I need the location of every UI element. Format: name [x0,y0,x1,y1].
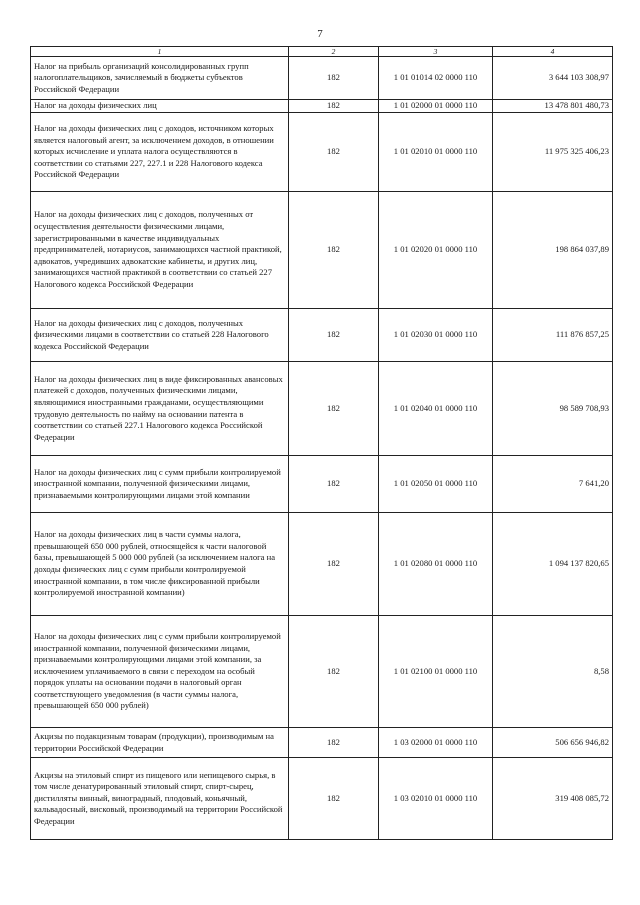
admin-code: 182 [289,57,379,100]
admin-code: 182 [289,513,379,616]
budget-code: 1 01 02030 01 0000 110 [379,309,493,362]
amount: 1 094 137 820,65 [493,513,613,616]
table-row [31,57,613,100]
admin-code: 182 [289,113,379,192]
revenue-name: Налог на доходы физических лиц с сумм прибыли контролируемой иностранной компании, полученной физическими лицами, признаваемыми контролирующими лицами этой компании [31,456,289,513]
amount: 8,58 [493,616,613,728]
admin-code: 182 [289,456,379,513]
table-row [31,728,613,758]
revenue-name: Налог на доходы физических лиц [31,100,289,113]
budget-code: 1 01 02010 01 0000 110 [379,113,493,192]
revenue-name: Налог на доходы физических лиц в части суммы налога, превышающей 650 000 рублей, относящейся к части налоговой базы, превышающей 5 000 000 рублей (за исключением налога на доходы физических лиц с сумм прибыли контролируемой иностранной компании, в том числе фиксированной прибыли контролируемой иностранной компании) [31,513,289,616]
revenue-name: Налог на доходы физических лиц с доходов, полученных физическими лицами в соответствии со статьей 228 Налогового кодекса Российской Федерации [31,309,289,362]
revenue-name: Акцизы на этиловый спирт из пищевого или непищевого сырья, в том числе денатурированный этиловый спирт, спирт-сырец, дистилляты винный, виноградный, плодовый, коньячный, кальвадосный, висковый, производимый на территории Российской Федерации [31,758,289,840]
amount: 506 656 946,82 [493,728,613,758]
admin-code: 182 [289,616,379,728]
table-row [31,192,613,309]
budget-code: 1 03 02010 01 0000 110 [379,758,493,840]
amount: 198 864 037,89 [493,192,613,309]
table-row [31,513,613,616]
table-row [31,758,613,840]
admin-code: 182 [289,100,379,113]
revenue-table [30,46,613,840]
budget-code: 1 03 02000 01 0000 110 [379,728,493,758]
page-number: 7 [317,28,323,40]
table-row [31,456,613,513]
budget-code: 1 01 02040 01 0000 110 [379,362,493,456]
revenue-name: Акцизы по подакцизным товарам (продукции), производимым на территории Российской Федерации [31,728,289,758]
budget-code: 1 01 01014 02 0000 110 [379,57,493,100]
amount: 111 876 857,25 [493,309,613,362]
budget-code: 1 01 02020 01 0000 110 [379,192,493,309]
amount: 319 408 085,72 [493,758,613,840]
budget-code: 1 01 02050 01 0000 110 [379,456,493,513]
amount: 13 478 801 480,73 [493,100,613,113]
column-number: 2 [289,47,379,57]
budget-code: 1 01 02080 01 0000 110 [379,513,493,616]
column-number-row [31,47,613,57]
revenue-name: Налог на доходы физических лиц с доходов, полученных от осуществления деятельности физическими лицами, зарегистрированными в качестве индивидуальных предпринимателей, нотариусов, занимающихся частной практикой, адвокатов, учредивших адвокатские кабинеты, и других лиц, занимающихся частной практикой в соответствии со статьей 227 Налогового кодекса Российской Федерации [31,192,289,309]
admin-code: 182 [289,758,379,840]
column-number: 1 [31,47,289,57]
amount: 7 641,20 [493,456,613,513]
budget-code: 1 01 02100 01 0000 110 [379,616,493,728]
column-number: 4 [493,47,613,57]
amount: 3 644 103 308,97 [493,57,613,100]
revenue-name: Налог на прибыль организаций консолидированных групп налогоплательщиков, зачисляемый в бюджеты субъектов Российской Федерации [31,57,289,100]
column-number: 3 [379,47,493,57]
revenue-name: Налог на доходы физических лиц с сумм прибыли контролируемой иностранной компании, полученной физическими лицами, признаваемыми контролирующими лицами этой компании, за исключением уплачиваемого в связи с переходом на особый порядок уплаты на основании подачи в налоговый орган соответствующего уведомления (в части суммы налога, превышающей 650 000 рублей) [31,616,289,728]
budget-code: 1 01 02000 01 0000 110 [379,100,493,113]
admin-code: 182 [289,362,379,456]
admin-code: 182 [289,728,379,758]
table-row [31,616,613,728]
admin-code: 182 [289,192,379,309]
revenue-name: Налог на доходы физических лиц в виде фиксированных авансовых платежей с доходов, полученных физическими лицами, являющимися иностранными гражданами, осуществляющими трудовую деятельность по найму на основании патента в соответствии со статьей 227.1 Налогового кодекса Российской Федерации [31,362,289,456]
revenue-name: Налог на доходы физических лиц с доходов, источником которых является налоговый агент, за исключением доходов, в отношении которых исчисление и уплата налога осуществляются в соответствии со статьями 227, 227.1 и 228 Налогового кодекса Российской Федерации [31,113,289,192]
table-row [31,309,613,362]
table-row [31,100,613,113]
amount: 11 975 325 406,23 [493,113,613,192]
amount: 98 589 708,93 [493,362,613,456]
table-row [31,362,613,456]
admin-code: 182 [289,309,379,362]
table-row [31,113,613,192]
